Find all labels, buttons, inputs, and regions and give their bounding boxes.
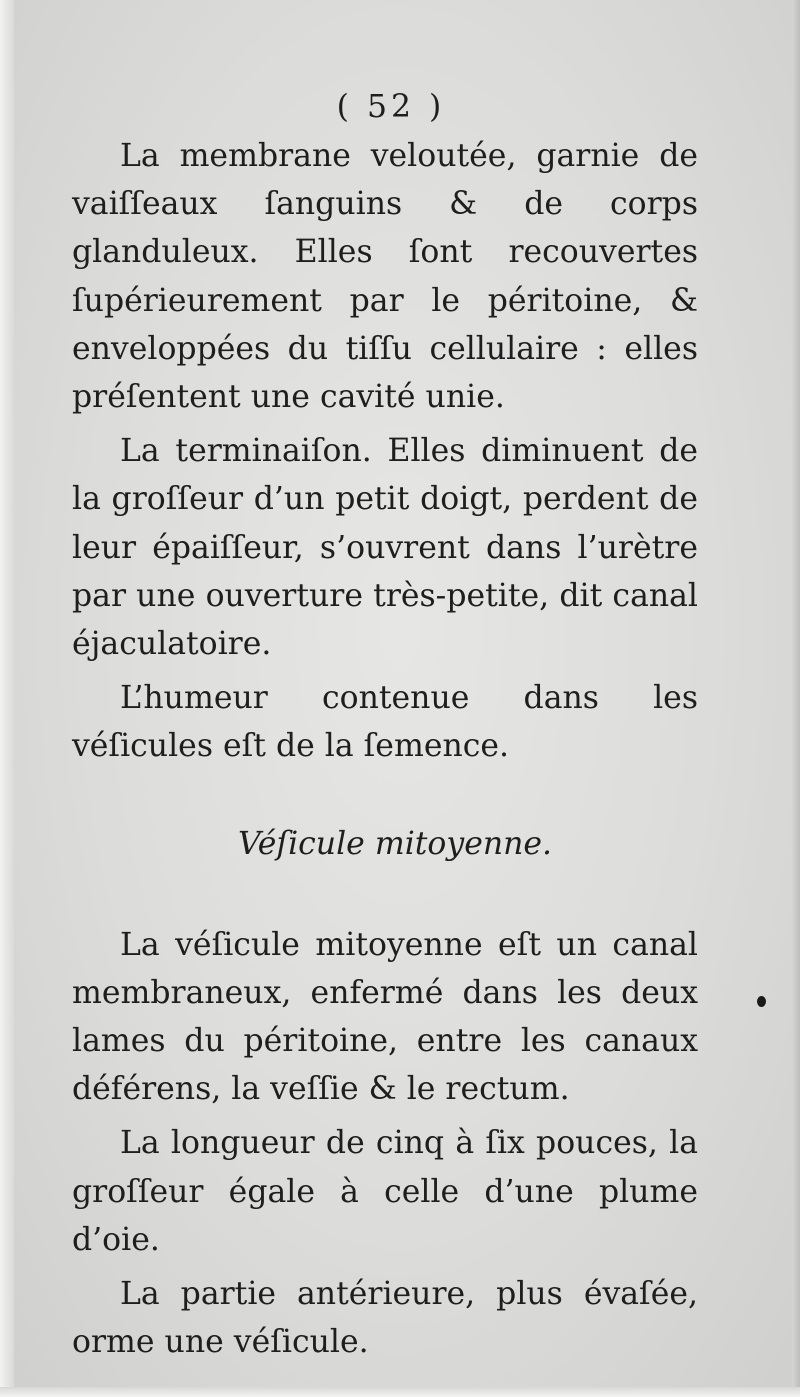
ink-speck [757, 996, 766, 1007]
page-number: ( 52 ) [336, 89, 446, 125]
paragraph-humeur: L’humeur contenue dans les véſicules eſt de la ſemence. [72, 680, 698, 765]
paragraph-vesicule-definition: La véſicule mitoyenne eſt un canal membraneux, enfermé dans les deux lames du péritoine, entre les canaux déférens, la veſſie & le rectum. [72, 926, 698, 1108]
page-right-edge [792, 0, 800, 1397]
paragraph-membrane: La membrane veloutée, garnie de vaiſſeaux ſanguins & de corps glanduleux. Elles ſont recouvertes ſupérieurement par le péritoine, & enveloppées du tiſſu cellulaire : elles préſentent une cavité unie. [72, 138, 698, 416]
page-bottom-edge [0, 1387, 800, 1397]
page-left-edge [0, 0, 14, 1397]
section-title: Véſicule mitoyenne. [237, 825, 553, 862]
paragraph-terminaison: La terminaiſon. Elles diminuent de la groſſeur d’un petit doigt, perdent de leur épaiſſeur, s’ouvrent dans l’urètre par une ouverture très-petite, dit canal éjaculatoire. [72, 433, 698, 663]
paragraph-partie-anterieure: La partie antérieure, plus évaſée, orme une véſicule. [72, 1276, 698, 1361]
paragraph-longueur: La longueur de cinq à ſix pouces, la groſſeur égale à celle d’une plume d’oie. [72, 1125, 698, 1258]
page-text-block [72, 82, 698, 1366]
